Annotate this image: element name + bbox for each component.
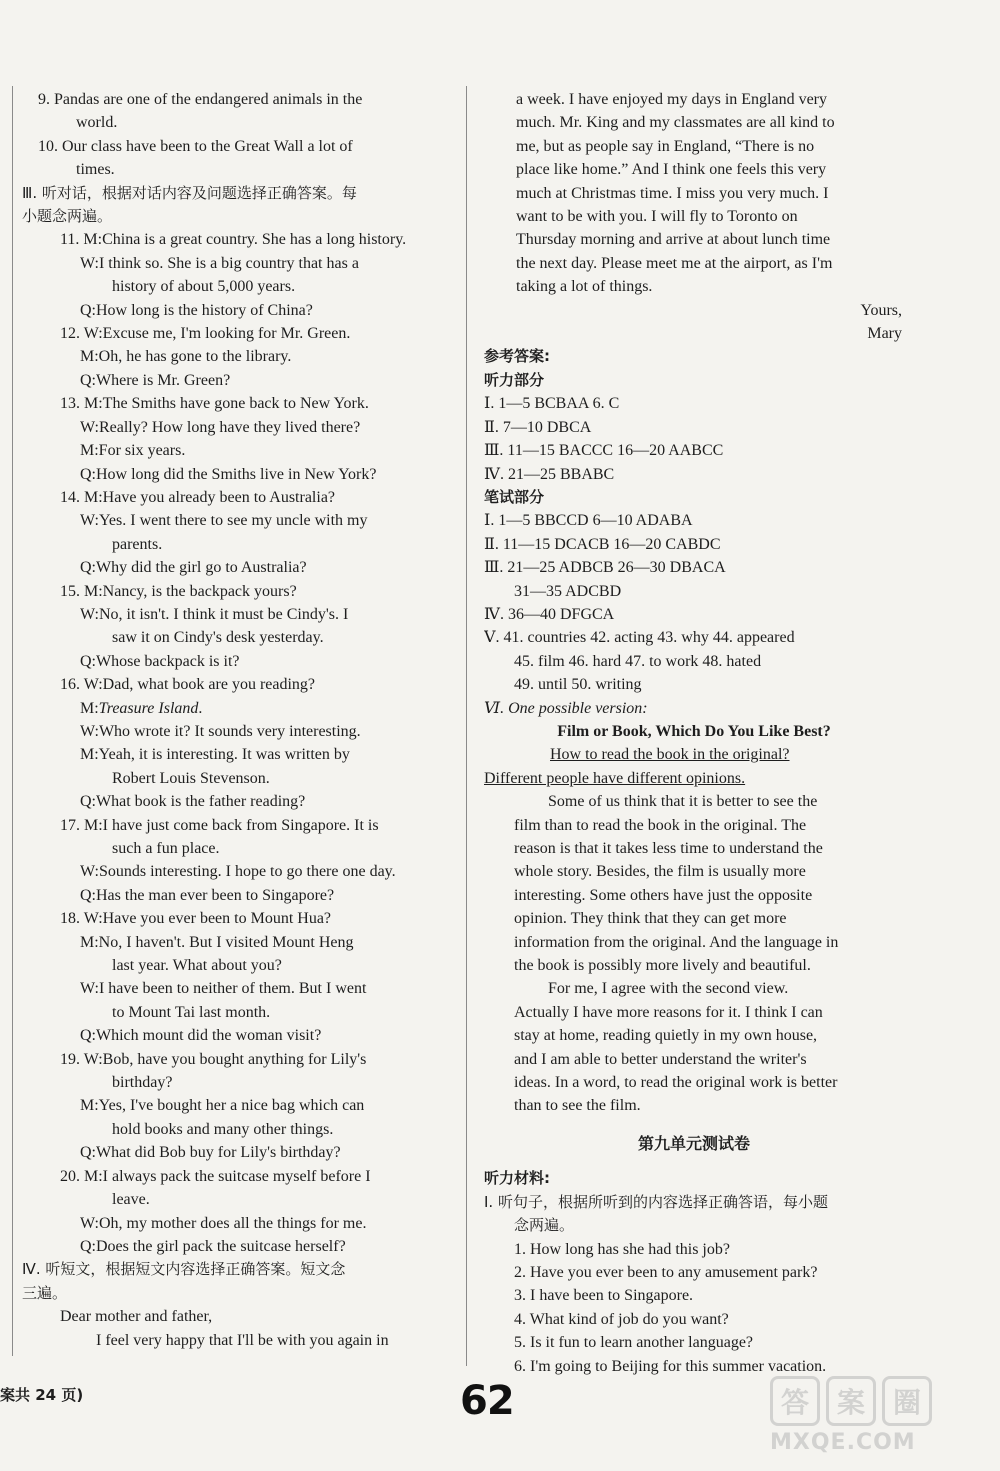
book-title: Treasure Island bbox=[98, 699, 199, 717]
left-line: Q:How long is the history of China? bbox=[80, 301, 313, 319]
unit9-item: 4. What kind of job do you want? bbox=[514, 1310, 729, 1328]
watermark-char: 圈 bbox=[882, 1376, 932, 1426]
footer-page-count: 案共 24 页) bbox=[0, 1386, 84, 1404]
left-line: 17. M:I have just come back from Singapore. It is bbox=[60, 816, 379, 834]
left-line: times. bbox=[76, 161, 115, 179]
left-line: Ⅳ. 听短文，根据短文内容选择正确答案。短文念 bbox=[22, 1260, 346, 1279]
left-line: 12. W:Excuse me, I'm looking for Mr. Green. bbox=[60, 325, 351, 343]
left-line: Q:Does the girl pack the suitcase herself? bbox=[80, 1237, 346, 1255]
left-line: M:Treasure Island. bbox=[80, 699, 203, 717]
letter-line: place like home.” And I think one feels this very bbox=[516, 161, 827, 179]
unit9-instruction-2: 念两遍。 bbox=[514, 1216, 575, 1235]
page-number: 62 bbox=[460, 1378, 514, 1424]
left-line: 18. W:Have you ever been to Mount Hua? bbox=[60, 910, 332, 928]
unit9-item: 6. I'm going to Beijing for this summer vacation. bbox=[514, 1357, 827, 1375]
left-line: 11. M:China is a great country. She has a long history. bbox=[60, 231, 407, 249]
essay-line: For me, I agree with the second view. bbox=[548, 980, 789, 998]
left-line: last year. What about you? bbox=[112, 957, 282, 975]
left-line: Q:What did Bob buy for Lily's birthday? bbox=[80, 1144, 341, 1162]
essay-title: Film or Book, Which Do You Like Best? bbox=[557, 722, 831, 740]
left-line: W:Really? How long have they lived there? bbox=[80, 418, 361, 436]
left-line: hold books and many other things. bbox=[112, 1120, 334, 1138]
left-column bbox=[22, 88, 450, 1352]
letter-line: me, but as people say in England, “There is no bbox=[516, 137, 815, 155]
left-line: 三遍。 bbox=[22, 1283, 68, 1302]
left-line: W:No, it isn't. I think it must be Cindy's. I bbox=[80, 605, 349, 623]
materials-heading: 听力材料: bbox=[484, 1169, 550, 1188]
left-line: leave. bbox=[112, 1191, 150, 1209]
unit9-item: 3. I have been to Singapore. bbox=[514, 1287, 694, 1305]
answer-line: Ⅴ. 41. countries 42. acting 43. why 44. appeared bbox=[484, 629, 795, 647]
essay-line: stay at home, reading quietly in my own house, bbox=[514, 1027, 818, 1045]
unit9-item: 2. Have you ever been to any amusement park? bbox=[514, 1263, 818, 1281]
left-line: M:Yeah, it is interesting. It was written by bbox=[80, 746, 350, 764]
essay-underlined-line: Different people have different opinions. bbox=[484, 769, 746, 787]
essay-line: interesting. Some others have just the opposite bbox=[514, 886, 813, 904]
essay-line: opinion. They think that they can get more bbox=[514, 910, 787, 928]
letter-line: a week. I have enjoyed my days in England very bbox=[516, 91, 828, 108]
letter-continuation bbox=[484, 88, 904, 299]
sign-off-yours: Yours, bbox=[860, 301, 902, 319]
essay-line: and I am able to better understand the writer's bbox=[514, 1050, 807, 1068]
unit9-items bbox=[484, 1238, 904, 1378]
left-line: birthday? bbox=[112, 1074, 173, 1092]
answers-heading: 参考答案: bbox=[484, 347, 550, 366]
left-line: Q:Has the man ever been to Singapore? bbox=[80, 886, 335, 904]
left-line: 20. M:I always pack the suitcase myself before I bbox=[60, 1167, 371, 1185]
answer-line: Ⅱ. 11—15 DCACB 16—20 CABDC bbox=[484, 535, 721, 553]
left-line: I feel very happy that I'll be with you again in bbox=[96, 1331, 389, 1349]
left-line: Robert Louis Stevenson. bbox=[112, 769, 270, 787]
left-line: Q:Where is Mr. Green? bbox=[80, 371, 231, 389]
letter-line: Thursday morning and arrive at about lunch time bbox=[516, 231, 831, 249]
left-line: M:For six years. bbox=[80, 442, 186, 460]
left-line: 13. M:The Smiths have gone back to New York. bbox=[60, 395, 369, 413]
left-line: Q:Why did the girl go to Australia? bbox=[80, 559, 307, 577]
left-line: to Mount Tai last month. bbox=[112, 1003, 271, 1021]
answer-line: Ⅲ. 21—25 ADBCB 26—30 DBACA bbox=[484, 559, 726, 577]
essay-underlined bbox=[484, 743, 904, 790]
listening-answers bbox=[484, 392, 904, 486]
essay-line: Some of us think that it is better to see the bbox=[548, 793, 818, 811]
left-line: 9. Pandas are one of the endangered animals in the bbox=[38, 91, 363, 108]
answer-line: 45. film 46. hard 47. to work 48. hated bbox=[514, 652, 762, 670]
left-line: 10. Our class have been to the Great Wall a lot of bbox=[38, 137, 353, 155]
left-line: Q:Whose backpack is it? bbox=[80, 652, 240, 670]
answer-line: 31—35 ADCBD bbox=[514, 582, 622, 600]
left-line: M:Yes, I've bought her a nice bag which can bbox=[80, 1097, 365, 1115]
essay-body bbox=[484, 790, 904, 1118]
watermark-logo bbox=[770, 1376, 994, 1466]
left-line: world. bbox=[76, 114, 118, 132]
column-divider bbox=[466, 86, 467, 1366]
unit9-title: 第九单元测试卷 bbox=[637, 1133, 750, 1153]
left-line: 15. M:Nancy, is the backpack yours? bbox=[60, 582, 297, 600]
answer-line: Ⅳ. 21—25 BBABC bbox=[484, 465, 615, 483]
essay-line: information from the original. And the language in bbox=[514, 933, 839, 951]
essay-line: than to see the film. bbox=[514, 1097, 641, 1115]
letter-line: taking a lot of things. bbox=[516, 278, 653, 296]
letter-line: much at Christmas time. I miss you very much. I bbox=[516, 184, 829, 202]
sign-off-name: Mary bbox=[867, 325, 902, 343]
answer-line: Ⅰ. 1—5 BBCCD 6—10 ADABA bbox=[484, 512, 693, 530]
answer-line: Ⅱ. 7—10 DBCA bbox=[484, 418, 592, 436]
left-line: saw it on Cindy's desk yesterday. bbox=[112, 629, 324, 647]
essay-underlined-line: How to read the book in the original? bbox=[550, 746, 790, 764]
essay-line: reason is that it takes less time to understand the bbox=[514, 840, 823, 857]
left-margin-rule bbox=[12, 86, 13, 1356]
left-line: 16. W:Dad, what book are you reading? bbox=[60, 676, 316, 694]
right-column bbox=[484, 88, 904, 1378]
left-line: 14. M:Have you already been to Australia? bbox=[60, 488, 336, 506]
essay-line: film than to read the book in the original. The bbox=[514, 816, 807, 834]
left-line: parents. bbox=[112, 535, 163, 553]
listening-heading: 听力部分 bbox=[484, 370, 545, 389]
written-answers bbox=[484, 509, 904, 696]
watermark-url: MXQE.COM bbox=[770, 1430, 916, 1455]
answer-line: 49. until 50. writing bbox=[514, 676, 642, 694]
unit9-item: 5. Is it fun to learn another language? bbox=[514, 1334, 754, 1352]
essay-line: Actually I have more reasons for it. I think I can bbox=[514, 1003, 823, 1021]
left-line: W:Who wrote it? It sounds very interesting. bbox=[80, 722, 361, 740]
essay-line: the book is possibly more lively and beautiful. bbox=[514, 957, 811, 975]
left-line: history of about 5,000 years. bbox=[112, 278, 296, 296]
unit9-instruction-1: Ⅰ. 听句子，根据所听到的内容选择正确答语，每小题 bbox=[484, 1192, 828, 1211]
left-line: W:Oh, my mother does all the things for me. bbox=[80, 1214, 367, 1232]
left-line: W:Yes. I went there to see my uncle with my bbox=[80, 512, 368, 530]
left-line: Ⅲ. 听对话，根据对话内容及问题选择正确答案。每 bbox=[22, 183, 357, 202]
left-line: Q:What book is the father reading? bbox=[80, 793, 306, 811]
left-line: W:I think so. She is a big country that has a bbox=[80, 254, 359, 272]
left-line: W:Sounds interesting. I hope to go there one day. bbox=[80, 863, 396, 881]
unit9-item: 1. How long has she had this job? bbox=[514, 1240, 730, 1258]
left-line: 小题念两遍。 bbox=[22, 207, 113, 226]
left-line: such a fun place. bbox=[112, 840, 220, 857]
answer-line: Ⅳ. 36—40 DFGCA bbox=[484, 605, 615, 623]
letter-line: the next day. Please meet me at the airport, as I'm bbox=[516, 254, 833, 272]
written-heading: 笔试部分 bbox=[484, 487, 545, 506]
letter-line: want to be with you. I will fly to Toronto on bbox=[516, 208, 798, 226]
answer-line: Ⅰ. 1—5 BCBAA 6. C bbox=[484, 395, 620, 413]
watermark-char: 答 bbox=[770, 1376, 820, 1426]
left-line: Dear mother and father, bbox=[60, 1308, 213, 1326]
left-line: W:I have been to neither of them. But I went bbox=[80, 980, 367, 998]
answer-line: Ⅲ. 11—15 BACCC 16—20 AABCC bbox=[484, 442, 724, 460]
left-line: M:Oh, he has gone to the library. bbox=[80, 348, 292, 366]
left-line: Q:How long did the Smiths live in New York? bbox=[80, 465, 377, 483]
watermark-char: 案 bbox=[826, 1376, 876, 1426]
left-line: M:No, I haven't. But I visited Mount Heng bbox=[80, 933, 354, 951]
essay-line: whole story. Besides, the film is usually more bbox=[514, 863, 806, 881]
left-line: Q:Which mount did the woman visit? bbox=[80, 1027, 322, 1045]
left-line: 19. W:Bob, have you bought anything for Lily's bbox=[60, 1050, 367, 1068]
letter-line: much. Mr. King and my classmates are all kind to bbox=[516, 114, 835, 132]
essay-label: Ⅵ. One possible version: bbox=[484, 699, 648, 717]
essay-line: ideas. In a word, to read the original work is better bbox=[514, 1074, 838, 1092]
